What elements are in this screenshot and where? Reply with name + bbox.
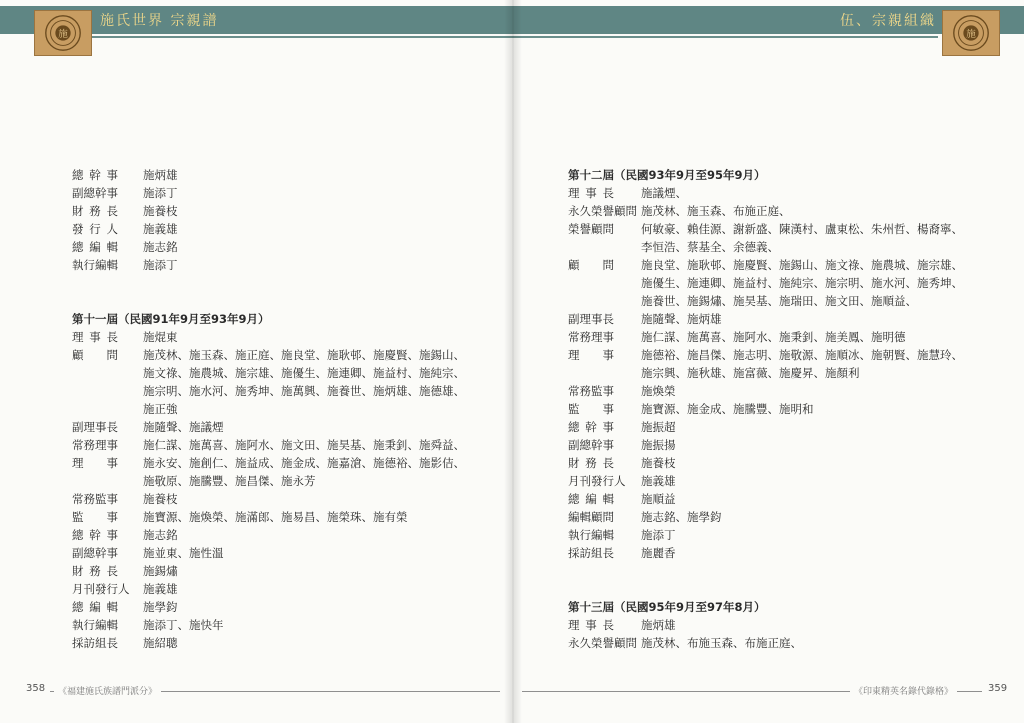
role-row <box>568 508 988 526</box>
role-label: 理事長 <box>72 330 118 344</box>
role-row <box>72 256 472 274</box>
role-row <box>568 616 988 634</box>
role-row <box>72 202 472 220</box>
header-rule <box>90 36 512 38</box>
role-label: 榮譽顧問 <box>568 222 614 236</box>
member-names <box>641 202 988 220</box>
role-label: 執行編輯 <box>72 258 118 272</box>
role-row <box>568 310 988 328</box>
role-row <box>72 220 472 238</box>
role-row <box>72 346 472 418</box>
role-row <box>72 598 472 616</box>
role-row <box>72 616 472 634</box>
member-names <box>641 508 988 526</box>
running-header-title: 伍、宗親組織 <box>840 13 936 29</box>
member-names <box>641 616 988 634</box>
member-names-line: 施德裕、施昌傑、施志明、施敬源、施順冰、施朝賢、施慧玲、 <box>641 348 963 362</box>
right-page <box>512 0 1024 723</box>
role-label: 執行編輯 <box>568 528 614 542</box>
role-row <box>72 544 472 562</box>
member-names-line: 施仁謀、施萬喜、施阿水、施文田、施昊基、施秉釗、施舜益、 <box>143 438 465 452</box>
role-label: 總編輯 <box>568 492 614 506</box>
member-names-line: 施添丁、施快年 <box>143 618 224 632</box>
member-names <box>641 184 988 202</box>
member-names-line: 施添丁 <box>143 258 178 272</box>
member-names-line: 施敬原、施騰豐、施昌傑、施永芳 <box>143 474 316 488</box>
footer-text: 《福建施氏族譜門派分》 <box>54 684 161 697</box>
role-label: 永久榮譽顧問 <box>568 204 637 218</box>
member-names <box>143 616 472 634</box>
role-row <box>568 346 988 382</box>
member-names <box>641 526 988 544</box>
member-names-line: 施焜東 <box>143 330 178 344</box>
member-names <box>143 454 472 490</box>
role-label: 副總幹事 <box>72 546 118 560</box>
member-names-line: 施炳雄 <box>641 618 676 632</box>
member-names <box>143 562 472 580</box>
role-row <box>568 418 988 436</box>
term-11-title: 第十一屆（民國91年9月至93年9月） <box>72 312 270 326</box>
member-names <box>143 256 472 274</box>
svg-text:施: 施 <box>58 28 68 40</box>
member-names <box>143 598 472 616</box>
role-row <box>72 508 472 526</box>
member-names-line: 施隨聲、施炳雄 <box>641 312 722 326</box>
member-names <box>143 508 472 526</box>
role-row <box>568 454 988 472</box>
member-names-line: 施良堂、施耿邨、施慶賢、施錫山、施文祿、施農城、施宗雄、 <box>641 258 963 272</box>
member-names-line: 施志銘、施學鈞 <box>641 510 722 524</box>
member-names <box>641 328 988 346</box>
role-label: 永久榮譽顧問 <box>568 636 637 650</box>
member-names <box>143 436 472 454</box>
member-names <box>143 184 472 202</box>
role-label: 編輯顧問 <box>568 510 614 524</box>
member-names-line: 李恒浩、蔡基全、余德義、 <box>641 240 779 254</box>
member-names <box>143 346 472 418</box>
role-row <box>72 526 472 544</box>
role-label: 副理事長 <box>568 312 614 326</box>
role-label: 總幹事 <box>72 528 118 542</box>
member-names <box>641 310 988 328</box>
member-names-line: 施養枝 <box>143 492 178 506</box>
role-row <box>568 184 988 202</box>
role-row <box>568 472 988 490</box>
member-names-line: 施義雄 <box>143 222 178 236</box>
member-names-line: 施義雄 <box>143 582 178 596</box>
right-content <box>568 166 988 652</box>
role-label: 財務長 <box>568 456 614 470</box>
role-label: 監事 <box>72 510 118 524</box>
role-label: 顧問 <box>72 348 118 362</box>
role-row <box>72 184 472 202</box>
member-names-line: 施養枝 <box>641 456 676 470</box>
member-names <box>641 256 988 310</box>
role-label: 監事 <box>568 402 614 416</box>
role-row <box>568 526 988 544</box>
role-label: 理事長 <box>568 186 614 200</box>
role-row <box>72 580 472 598</box>
role-label: 總編輯 <box>72 240 118 254</box>
role-label: 總幹事 <box>568 420 614 434</box>
member-names-line: 施茂林、布施玉森、布施正庭、 <box>641 636 802 650</box>
member-names-line: 施養枝 <box>143 204 178 218</box>
member-names-line: 施添丁 <box>143 186 178 200</box>
role-label: 財務長 <box>72 564 118 578</box>
member-names <box>641 382 988 400</box>
member-names <box>641 544 988 562</box>
role-label: 理事 <box>72 456 118 470</box>
term-12-title: 第十二屆（民國93年9月至95年9月） <box>568 168 766 182</box>
footer-text: 《印東精英名錄代錄格》 <box>850 684 957 697</box>
member-names-line: 施寶源、施金成、施騰豐、施明和 <box>641 402 814 416</box>
role-row <box>72 490 472 508</box>
role-row <box>568 202 988 220</box>
member-names-line: 施茂林、施玉森、施正庭、施良堂、施耿邨、施慶賢、施錫山、 <box>143 348 465 362</box>
clan-emblem-logo <box>34 10 92 56</box>
role-row <box>568 544 988 562</box>
member-names-line: 施義雄 <box>641 474 676 488</box>
member-names-line: 施隨聲、施議煙 <box>143 420 224 434</box>
role-row <box>568 400 988 418</box>
member-names-line: 施文祿、施農城、施宗雄、施優生、施連卿、施益村、施純宗、 <box>143 366 465 380</box>
member-names <box>143 544 472 562</box>
member-names <box>143 526 472 544</box>
member-names-line: 施麗香 <box>641 546 676 560</box>
member-names-line: 施紹聰 <box>143 636 178 650</box>
role-label: 採訪組長 <box>72 636 118 650</box>
member-names <box>641 634 988 652</box>
left-content <box>72 166 472 652</box>
member-names-line: 施仁謀、施萬喜、施阿水、施秉釗、施美鳳、施明德 <box>641 330 906 344</box>
member-names <box>641 454 988 472</box>
member-names <box>143 580 472 598</box>
member-names-line: 施志銘 <box>143 528 178 542</box>
member-names <box>143 202 472 220</box>
role-label: 發行人 <box>72 222 118 236</box>
book-spine <box>504 0 522 723</box>
member-names-line: 施志銘 <box>143 240 178 254</box>
member-names <box>143 634 472 652</box>
running-header-title: 施氏世界 宗親譜 <box>100 13 219 29</box>
role-label: 總幹事 <box>72 168 118 182</box>
role-label: 月刊發行人 <box>568 474 626 488</box>
role-label: 常務監事 <box>72 492 118 506</box>
member-names-line: 何敏豪、賴佳源、謝新盛、陳漢村、盧東松、朱州哲、楊裔寧、 <box>641 222 963 236</box>
member-names-line: 施順益 <box>641 492 676 506</box>
role-row <box>72 328 472 346</box>
member-names-line: 施養世、施錫熽、施昊基、施瑞田、施文田、施順益、 <box>641 294 917 308</box>
member-names-line: 施煥榮 <box>641 384 676 398</box>
role-row <box>568 436 988 454</box>
member-names <box>641 436 988 454</box>
member-names-line: 施炳雄 <box>143 168 178 182</box>
member-names-line: 施永安、施創仁、施益成、施金成、施嘉滄、施德裕、施影佶、 <box>143 456 465 470</box>
role-row <box>568 382 988 400</box>
member-names-line: 施學鈞 <box>143 600 178 614</box>
role-label: 月刊發行人 <box>72 582 130 596</box>
clan-emblem-logo <box>942 10 1000 56</box>
member-names <box>641 346 988 382</box>
member-names-line: 施優生、施連卿、施益村、施純宗、施宗明、施水河、施秀坤、 <box>641 276 963 290</box>
member-names-line: 施宗明、施水河、施秀坤、施萬興、施養世、施炳雄、施德雄、 <box>143 384 465 398</box>
member-names-line: 施議煙、 <box>641 186 687 200</box>
member-names-line: 施茂林、施玉森、布施正庭、 <box>641 204 791 218</box>
role-label: 理事長 <box>568 618 614 632</box>
role-label: 副總幹事 <box>568 438 614 452</box>
member-names <box>143 220 472 238</box>
role-row <box>568 220 988 256</box>
role-label: 副理事長 <box>72 420 118 434</box>
member-names <box>641 220 988 256</box>
role-label: 財務長 <box>72 204 118 218</box>
role-label: 總編輯 <box>72 600 118 614</box>
role-label: 常務理事 <box>72 438 118 452</box>
member-names <box>143 166 472 184</box>
role-row <box>72 436 472 454</box>
member-names-line: 施錫熽 <box>143 564 178 578</box>
role-label: 常務監事 <box>568 384 614 398</box>
member-names-line: 施振超 <box>641 420 676 434</box>
member-names <box>641 490 988 508</box>
role-row <box>72 454 472 490</box>
role-label: 常務理事 <box>568 330 614 344</box>
member-names-line: 施振揚 <box>641 438 676 452</box>
member-names <box>641 418 988 436</box>
member-names-line: 施正強 <box>143 402 178 416</box>
member-names <box>143 418 472 436</box>
member-names <box>143 490 472 508</box>
role-row <box>72 634 472 652</box>
member-names-line: 施寶源、施煥榮、施滿郎、施易昌、施榮珠、施有榮 <box>143 510 408 524</box>
role-row <box>568 634 988 652</box>
role-label: 執行編輯 <box>72 618 118 632</box>
role-label: 理事 <box>568 348 614 362</box>
member-names <box>641 472 988 490</box>
header-rule <box>512 36 938 38</box>
role-row <box>72 418 472 436</box>
role-row <box>568 328 988 346</box>
page-number: 359 <box>988 683 1008 694</box>
role-row <box>72 562 472 580</box>
svg-text:施: 施 <box>966 28 976 40</box>
member-names <box>143 238 472 256</box>
role-row <box>72 166 472 184</box>
term-13-title: 第十三屆（民國95年9月至97年8月） <box>568 600 766 614</box>
role-row <box>568 490 988 508</box>
member-names-line: 施添丁 <box>641 528 676 542</box>
role-label: 顧問 <box>568 258 614 272</box>
member-names <box>143 328 472 346</box>
page-number: 358 <box>26 683 46 694</box>
role-row <box>568 256 988 310</box>
member-names-line: 施並東、施性溫 <box>143 546 224 560</box>
role-label: 副總幹事 <box>72 186 118 200</box>
member-names <box>641 400 988 418</box>
role-row <box>72 238 472 256</box>
role-label: 採訪組長 <box>568 546 614 560</box>
member-names-line: 施宗興、施秋雄、施富薇、施慶昇、施顏利 <box>641 366 860 380</box>
